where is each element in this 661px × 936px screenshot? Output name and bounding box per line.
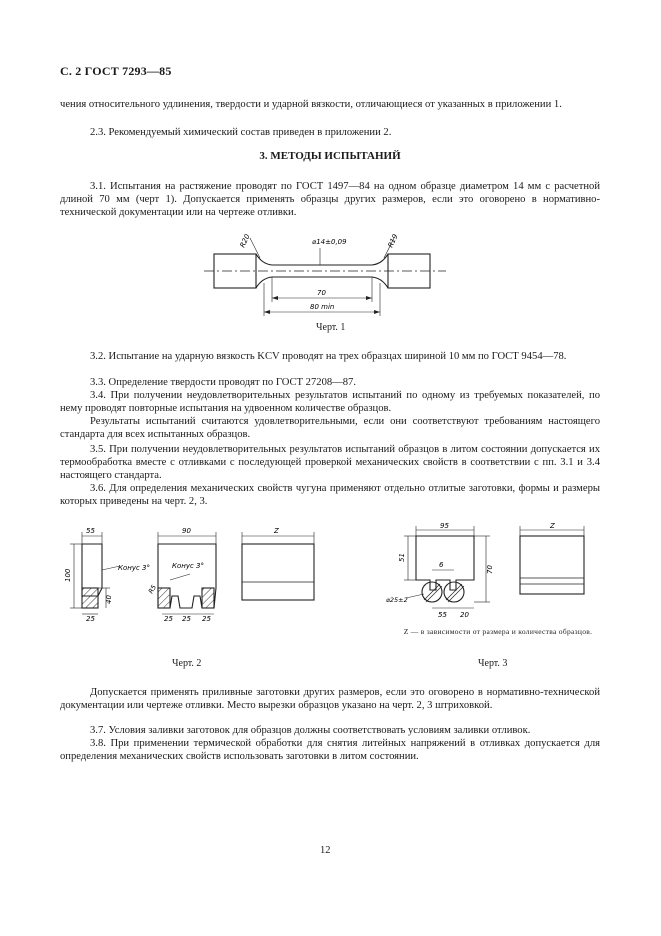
fig1-gauge-label: 70 xyxy=(317,289,326,297)
fig3-w20-label: 20 xyxy=(460,611,469,619)
figure-3-caption: Черт. 3 xyxy=(478,658,508,669)
paragraph-2-3: 2.3. Рекомендуемый химический состав приведен в приложении 2. xyxy=(90,127,392,138)
fig3-w95-label: 95 xyxy=(440,522,449,530)
fig2-w25d-label: 25 xyxy=(202,615,211,622)
paragraph-3-5: 3.5. При получении неудовлетворительных результатов испытаний образцов в литом состоянии допускается их термообработка вместе с отливками с последующей проверкой механических свойств в соответствии с пп. 3.1 и 3.4 настоящего стандарта. xyxy=(60,444,600,481)
fig2-w25b-label: 25 xyxy=(164,615,173,622)
fig2-w55-label: 55 xyxy=(86,527,95,535)
fig2-h40-label: 40 xyxy=(105,595,113,604)
figure-3-drawing xyxy=(386,522,606,622)
paragraph-3-4: 3.4. При получении неудовлетворительных результатов испытаний по одному из требуемых показателей, по нему проводят повторные испытания на удвоенном количестве образцов. xyxy=(60,390,600,414)
paragraph-3-7: 3.7. Условия заливки заготовок для образцов должны соответствовать условиям заливки отливок. xyxy=(90,725,531,736)
paragraph-3-1: 3.1. Испытания на растяжение проводят по ГОСТ 1497—84 на одном образце диаметром 14 мм с расчетной длиной 70 мм (черт 1). Допускается применять образцы других размеров, если это оговорено в нормативно-технической документации или на чертеже отливки. xyxy=(60,181,600,218)
fig1-r-left-label: R20 xyxy=(238,232,252,249)
fig2-taper1-label: Конус 3° xyxy=(118,564,150,572)
fig3-w6-label: 6 xyxy=(439,561,444,569)
figure-2-caption: Черт. 2 xyxy=(172,658,202,669)
paragraph-continuation: чения относительного удлинения, твердости и ударной вязкости, отличающиеся от указанных в приложении 1. xyxy=(60,99,562,110)
fig3-dia-label: ⌀25±2 xyxy=(386,596,408,604)
paragraph-3-3: 3.3. Определение твердости проводят по ГОСТ 27208—87. xyxy=(90,377,357,388)
figure-1-caption: Черт. 1 xyxy=(316,322,346,333)
fig1-r-right-label: R19 xyxy=(386,232,400,249)
fig2-z-label: Z xyxy=(274,527,279,535)
paragraph-3-6: 3.6. Для определения механических свойств чугуна применяют отдельно отлитые заготовки, формы и размеры которых приведены на черт. 2, 3. xyxy=(60,483,600,507)
paragraph-results: Результаты испытаний считаются удовлетворительными, если они соответствуют требованиям настоящего стандарта для всех испытанных образцов. xyxy=(60,416,600,440)
fig3-h51-label: 51 xyxy=(398,553,406,562)
fig3-h70-label: 70 xyxy=(486,565,494,574)
fig3-z-label: Z xyxy=(550,522,555,530)
fig2-r5-label: R5 xyxy=(146,583,159,595)
paragraph-3-8: 3.8. При применении термической обработки для снятия литейных напряжений в отливках допускается для определения механических свойств использовать заготовки в литом состоянии. xyxy=(60,738,600,762)
fig2-w25c-label: 25 xyxy=(182,615,191,622)
paragraph-allowed: Допускается применять приливные заготовки других размеров, если это оговорено в нормативно-технической документации или чертеже отливки. Место вырезки образцов указано на черт. 2, 3 штриховкой. xyxy=(60,687,600,711)
fig2-w25a-label: 25 xyxy=(86,615,95,622)
fig3-w55-label: 55 xyxy=(438,611,447,619)
section-title: 3. МЕТОДЫ ИСПЫТАНИЙ xyxy=(259,150,401,162)
page-header: С. 2 ГОСТ 7293—85 xyxy=(60,64,172,78)
fig2-taper2-label: Конус 3° xyxy=(172,562,204,570)
figure-1-drawing xyxy=(200,228,450,328)
fig1-diameter-label: ⌀14±0,09 xyxy=(312,238,347,246)
page-number: 12 xyxy=(320,845,331,856)
figure-2-drawing xyxy=(58,522,328,622)
figure-3-note: Z — в зависимости от размера и количества образцов. xyxy=(403,627,593,636)
fig2-h100-label: 100 xyxy=(64,568,72,582)
fig2-w90-label: 90 xyxy=(182,527,191,535)
paragraph-3-2: 3.2. Испытание на ударную вязкость KCV проводят на трех образцах шириной 10 мм по ГОСТ 9454—78. xyxy=(90,351,567,362)
fig1-minlen-label: 80 min xyxy=(310,303,335,311)
